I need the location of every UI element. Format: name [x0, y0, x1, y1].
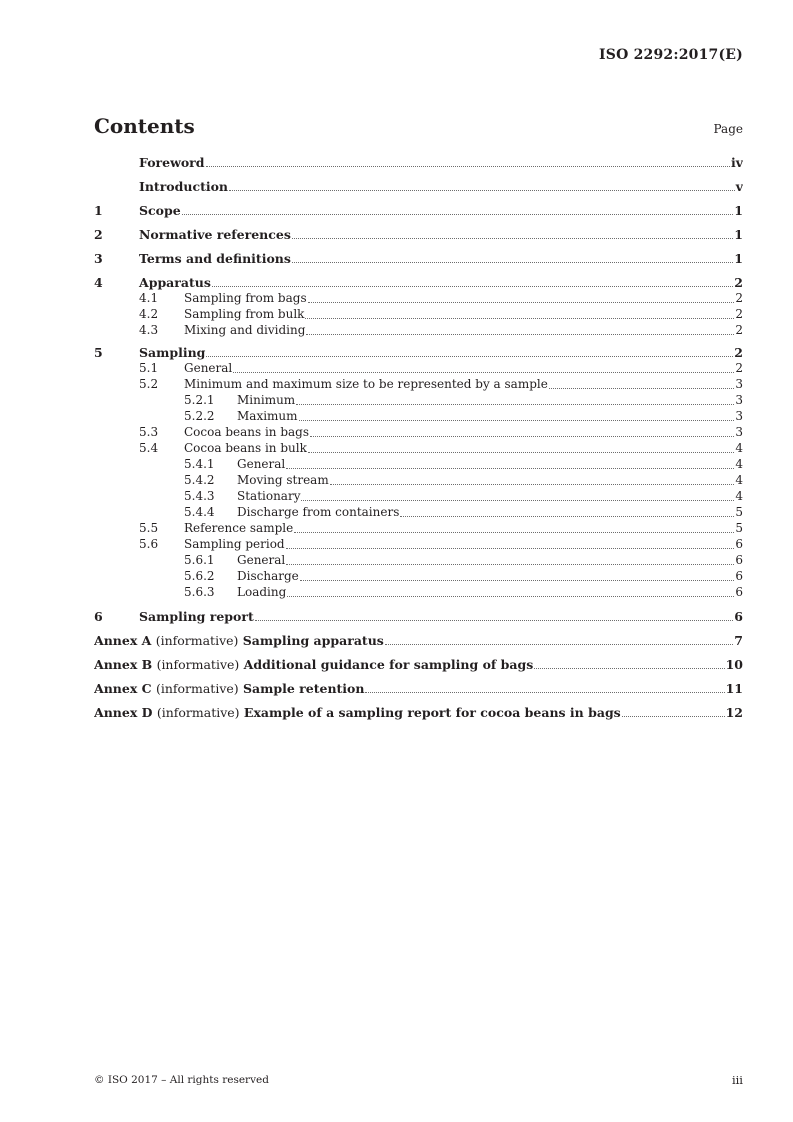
toc-entry-title[interactable]: General	[184, 361, 233, 375]
toc-entry-title[interactable]: Terms and definitions	[139, 251, 291, 266]
annex-status: (informative)	[155, 681, 239, 696]
annex-title: Additional guidance for sampling of bags	[243, 657, 534, 672]
dot-leader	[286, 563, 734, 565]
toc-entry[interactable]	[94, 203, 743, 219]
dot-leader	[292, 261, 733, 263]
annex-label: Annex C	[94, 681, 152, 696]
annex-label: Annex D	[94, 705, 153, 720]
annex-entry-title[interactable]	[94, 681, 364, 696]
toc-entry-title[interactable]: Loading	[237, 585, 287, 599]
toc-entry[interactable]	[94, 553, 743, 569]
toc-entry-title[interactable]: Stationary	[237, 489, 301, 503]
toc-entry-number: 4.1	[139, 291, 159, 305]
dot-leader	[622, 715, 725, 717]
dot-leader	[308, 451, 735, 453]
toc-entry-number: 2	[94, 227, 103, 242]
toc-entry-page: 3	[735, 425, 743, 439]
toc-entry-title[interactable]: Discharge from containers	[237, 505, 400, 519]
toc-entry-title[interactable]: Apparatus	[139, 275, 211, 290]
toc-entry[interactable]	[94, 505, 743, 521]
toc-entry[interactable]	[94, 409, 743, 425]
toc-entry-page: 2	[735, 361, 743, 375]
toc-entry-title[interactable]: Mixing and dividing	[184, 323, 306, 337]
toc-entry-number: 5	[94, 345, 103, 360]
page-title: Contents	[94, 114, 195, 138]
toc-entry-page: 1	[734, 251, 743, 266]
toc-entry-title[interactable]: General	[237, 553, 286, 567]
toc-entry-title[interactable]: Discharge	[237, 569, 299, 583]
toc-entry-page: 2	[735, 291, 743, 305]
toc-entry-page: 4	[735, 457, 743, 471]
toc-entry-page: 6	[735, 585, 743, 599]
table-of-contents	[94, 155, 743, 721]
toc-entry[interactable]	[94, 361, 743, 377]
dot-leader	[233, 371, 734, 373]
annex-label: Annex B	[94, 657, 153, 672]
toc-entry-page: v	[735, 179, 743, 194]
toc-entry-page: 2	[735, 307, 743, 321]
toc-entry-number: 5.2	[139, 377, 159, 391]
annex-entry[interactable]	[94, 705, 743, 721]
toc-entry-number: 5.4.4	[184, 505, 215, 519]
toc-entry[interactable]	[94, 377, 743, 393]
annex-entry-title[interactable]	[94, 633, 384, 648]
dot-leader	[330, 483, 735, 485]
toc-entry[interactable]	[94, 425, 743, 441]
toc-entry-title[interactable]: Sampling from bulk	[184, 307, 305, 321]
toc-entry-page: 6	[735, 569, 743, 583]
toc-entry-title[interactable]: Sampling period	[184, 537, 285, 551]
toc-entry-number: 5.5	[139, 521, 159, 535]
toc-entry-title[interactable]: Minimum	[237, 393, 296, 407]
toc-entry-page: 6	[735, 553, 743, 567]
toc-entry[interactable]	[94, 179, 743, 195]
dot-leader	[255, 619, 734, 621]
toc-entry-number: 5.1	[139, 361, 159, 375]
toc-entry-title[interactable]: General	[237, 457, 286, 471]
toc-entry-title[interactable]: Normative references	[139, 227, 291, 242]
toc-entry[interactable]	[94, 609, 743, 625]
toc-entry-page: iv	[730, 155, 743, 170]
dot-leader	[294, 531, 734, 533]
toc-entry-page: 3	[735, 393, 743, 407]
dot-leader	[182, 213, 734, 215]
toc-entry[interactable]	[94, 251, 743, 267]
toc-entry-number: 4.3	[139, 323, 159, 337]
toc-entry-page: 2	[735, 323, 743, 337]
toc-entry-number: 4	[94, 275, 103, 290]
annex-entry-page: 7	[734, 633, 743, 648]
contents-header	[94, 112, 743, 138]
toc-entry-page: 3	[735, 377, 743, 391]
toc-entry-title[interactable]: Maximum	[237, 409, 298, 423]
dot-leader	[385, 643, 733, 645]
annex-title: Example of a sampling report for cocoa beans in bags	[243, 705, 621, 720]
toc-entry-page: 3	[735, 409, 743, 423]
toc-entry[interactable]	[94, 441, 743, 457]
toc-entry-number: 3	[94, 251, 103, 266]
toc-entry-page: 4	[735, 441, 743, 455]
toc-entry[interactable]	[94, 307, 743, 323]
annex-status: (informative)	[156, 705, 240, 720]
dot-leader	[286, 467, 734, 469]
toc-entry-title[interactable]: Foreword	[139, 155, 205, 170]
toc-entry-page: 1	[734, 227, 743, 242]
toc-entry-number: 5.2.2	[184, 409, 215, 423]
toc-entry-number: 5.6.3	[184, 585, 215, 599]
toc-entry-title[interactable]: Cocoa beans in bags	[184, 425, 310, 439]
toc-entry-page: 6	[735, 537, 743, 551]
dot-leader	[300, 579, 735, 581]
dot-leader	[301, 499, 734, 501]
toc-entry-page: 6	[734, 609, 743, 624]
toc-entry[interactable]	[94, 537, 743, 553]
dot-leader	[534, 667, 724, 669]
toc-entry-number: 5.4.2	[184, 473, 215, 487]
dot-leader	[549, 387, 735, 389]
dot-leader	[287, 595, 734, 597]
toc-entry[interactable]	[94, 585, 743, 601]
annex-entry-title[interactable]	[94, 657, 533, 672]
toc-entry-title[interactable]: Reference sample	[184, 521, 294, 535]
toc-entry-title[interactable]: Moving stream	[237, 473, 329, 487]
toc-entry-title[interactable]: Cocoa beans in bulk	[184, 441, 307, 455]
toc-entry-number: 5.4.1	[184, 457, 215, 471]
dot-leader	[292, 237, 733, 239]
annex-entry-page: 10	[725, 657, 743, 672]
dot-leader	[212, 285, 733, 287]
annex-title: Sample retention	[243, 681, 365, 696]
annex-entry[interactable]	[94, 681, 743, 697]
toc-entry-number: 6	[94, 609, 103, 624]
toc-entry-title[interactable]: Minimum and maximum size to be represented by a sample	[184, 377, 548, 391]
toc-entry-number: 5.2.1	[184, 393, 215, 407]
toc-entry-number: 4.2	[139, 307, 159, 321]
annex-entry[interactable]	[94, 633, 743, 649]
dot-leader	[206, 165, 730, 167]
toc-entry-number: 5.4	[139, 441, 159, 455]
toc-entry[interactable]	[94, 521, 743, 537]
copyright-notice: © ISO 2017 – All rights reserved	[94, 1074, 269, 1086]
toc-entry-page: 2	[734, 275, 743, 290]
toc-entry-page: 5	[735, 505, 743, 519]
dot-leader	[299, 419, 735, 421]
document-id: ISO 2292:2017(E)	[599, 47, 743, 63]
toc-entry-page: 4	[735, 489, 743, 503]
toc-entry-page: 2	[734, 345, 743, 360]
toc-entry-number: 1	[94, 203, 103, 218]
toc-entry-number: 5.6.1	[184, 553, 215, 567]
dot-leader	[308, 301, 735, 303]
dot-leader	[296, 403, 734, 405]
dot-leader	[310, 435, 734, 437]
toc-entry[interactable]	[94, 393, 743, 409]
dot-leader	[206, 355, 733, 357]
toc-entry[interactable]	[94, 473, 743, 489]
toc-entry-title[interactable]: Sampling from bags	[184, 291, 307, 305]
toc-entry[interactable]	[94, 155, 743, 171]
toc-entry-page: 5	[735, 521, 743, 535]
annex-entry-title[interactable]	[94, 705, 621, 720]
annex-title: Sampling apparatus	[242, 633, 384, 648]
page-number: iii	[731, 1073, 743, 1087]
toc-entry-number: 5.3	[139, 425, 159, 439]
annex-status: (informative)	[156, 657, 240, 672]
annex-entry[interactable]	[94, 657, 743, 673]
toc-entry[interactable]	[94, 345, 743, 361]
annex-status: (informative)	[155, 633, 239, 648]
dot-leader	[306, 333, 734, 335]
toc-entry[interactable]	[94, 291, 743, 307]
toc-entry[interactable]	[94, 323, 743, 339]
page-column-label: Page	[713, 122, 743, 136]
dot-leader	[365, 691, 724, 693]
dot-leader	[229, 189, 735, 191]
toc-entry[interactable]	[94, 227, 743, 243]
dot-leader	[305, 317, 734, 319]
annex-entry-page: 12	[725, 705, 743, 720]
toc-entry[interactable]	[94, 569, 743, 585]
toc-entry-title[interactable]: Sampling report	[139, 609, 254, 624]
dot-leader	[400, 515, 734, 517]
toc-entry-number: 5.6.2	[184, 569, 215, 583]
toc-entry[interactable]	[94, 489, 743, 505]
toc-entry-number: 5.4.3	[184, 489, 215, 503]
annex-entry-page: 11	[725, 681, 743, 696]
toc-entry-title[interactable]: Introduction	[139, 179, 229, 194]
toc-entry[interactable]	[94, 275, 743, 291]
toc-entry-title[interactable]: Scope	[139, 203, 181, 218]
toc-entry-page: 4	[735, 473, 743, 487]
toc-entry-page: 1	[734, 203, 743, 218]
toc-entry[interactable]	[94, 457, 743, 473]
dot-leader	[286, 547, 735, 549]
toc-entry-number: 5.6	[139, 537, 159, 551]
annex-label: Annex A	[94, 633, 152, 648]
toc-entry-title[interactable]: Sampling	[139, 345, 206, 360]
